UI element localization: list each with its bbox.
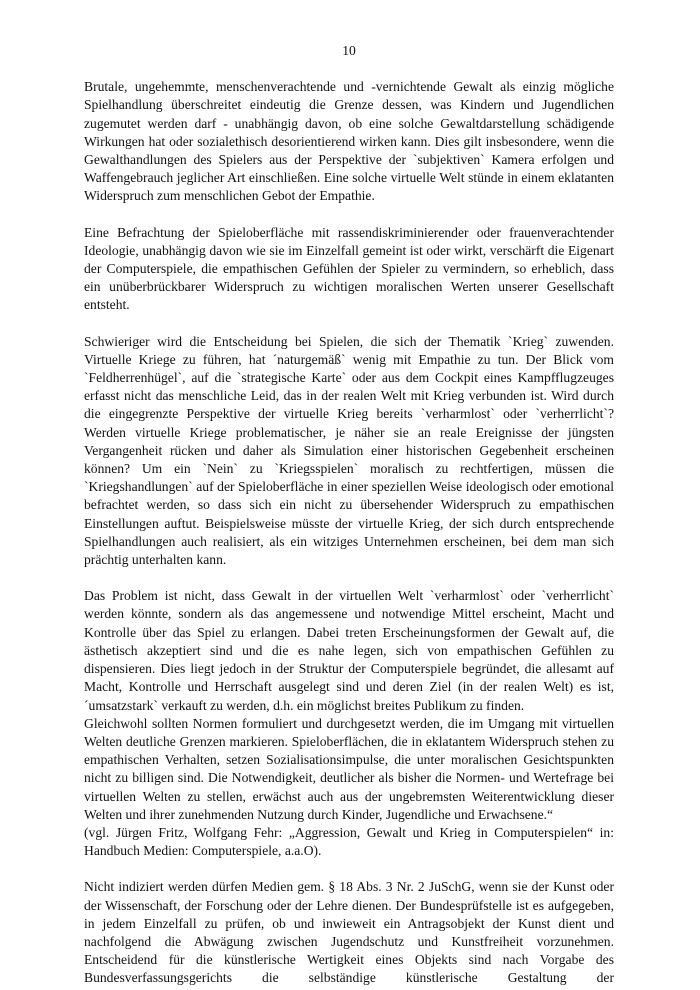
paragraph-norms: Gleichwohl sollten Normen formuliert und durchgesetzt werden, die im Umgang mit virtuellen Welten deutliche Grenzen markieren. Spieloberflächen, die in eklatantem Widerspruch stehen zu empathischen Verhalten, setzen Sozialisationsimpulse, die unter moralischen Gesichtspunkten nicht zu billigen sind. Die Notwendigkeit, deutlicher als bisher die Normen- und Wertefrage bei virtuellen Welten zu stellen, erwächst auch aus der ungebremsten Weiterentwicklung dieser Welten und ihrer zunehmenden Nutzung durch Kinder, Jugendliche und Erwachsene.“ <box>84 715 614 822</box>
page-number: 10 <box>342 43 356 58</box>
paragraph-legal-exception: Nicht indiziert werden dürfen Medien gem. § 18 Abs. 3 Nr. 2 JuSchG, wenn sie der Kunst oder der Wissenschaft, der Forschung oder der Lehre dienen. Der Bundesprüfstelle ist es aufgegeben, in jedem Einzelfall zu prüfen, ob und inwieweit ein Antragsobjekt der Kunst dient und nachfolgend die Abwägung zwischen Jugendschutz und Kunstfreiheit vorzunehmen. Entscheidend für die künstlerische Wertigkeit eines Objekts sind nach Vorgabe des Bundesverfassungsgerichts die selbständige künstlerische Gestaltung der <box>84 879 614 986</box>
paragraph-war-games: Schwieriger wird die Entscheidung bei Spielen, die sich der Thematik `Krieg` zuwenden. Virtuelle Kriege zu führen, hat ´naturgemäß` wenig mit Empathie zu tun. Der Blick vom `Feldherrenhügel`, auf die `strategische Karte` oder aus dem Cockpit eines Kampfflugzeuges erfasst nicht das menschliche Leid, das in der realen Welt mit Krieg verbunden ist. Wird durch die eingegrenzte Perspektive der virtuelle Krieg bereits `verharmlost` oder `verherrlicht`? Werden virtuelle Kriege problematischer, je näher sie an reale Ereignisse der jüngsten Vergangenheit rücken und daher als Simulation einer historischen Gegebenheit erscheinen können? Um ein `Nein` zu `Kriegsspielen` moralisch zu rechtfertigen, müssen die `Kriegshandlungen` auf der Spieloberfläche in einer speziellen Weise ideologisch oder emotional befrachtet werden, so dass sich ein nicht zu übersehender Widerspruch zu empathischen Einstellungen auftut. Beispielsweise müsste der virtuelle Krieg, der sich durch entsprechende Spielhandlungen auch realisiert, als ein witziges Unternehmen erscheinen, bei dem man sich prächtig unterhalten kann. <box>84 333 614 568</box>
citation-reference: (vgl. Jürgen Fritz, Wolfgang Fehr: „Aggression, Gewalt und Krieg in Computerspielen“ in: Handbuch Medien: Computerspiele, a.a.O). <box>84 824 614 859</box>
paragraph-problem-power: Das Problem ist nicht, dass Gewalt in der virtuellen Welt `verharmlost` oder `verherrlicht` werden könnte, sondern als das angemessene und notwendige Mittel erscheint, Macht und Kontrolle über das Spiel zu erlangen. Dabei treten Erscheinungsformen der Gewalt auf, die ästhetisch akzeptiert sind und die es nahe legen, sich von empathischen Gefühlen zu dispensieren. Dies liegt jedoch in der Struktur der Computerspiele begründet, die allesamt auf Macht, Kontrolle und Herrschaft ausgelegt sind und deren Ziel (in der realen Welt) es ist, ´umsatzstark` verkauft zu werden, d.h. ein möglichst breites Publikum zu finden. <box>84 588 614 713</box>
paragraph-ideology: Eine Befrachtung der Spieloberfläche mit rassendiskriminierender oder frauenverachtender Ideologie, unabhängig davon wie sie im Einzelfall gemeint ist oder wirkt, verschärft die Eigenart der Computerspiele, die empathischen Gefühlen der Spieler zu vermindern, so erheblich, dass ein unüberbrückbarer Widerspruch zu wichtigen moralischen Werten unserer Gesellschaft entsteht. <box>84 224 614 313</box>
paragraph-violence-empathy: Brutale, ungehemmte, menschenverachtende und -vernichtende Gewalt als einzig mögliche Spielhandlung überschreitet eindeutig die Grenze dessen, was Kindern und Jugendlichen zugemutet werden darf - unabhängig davon, ob eine solche Gewaltdarstellung schädigende Wirkungen hat oder sozialethisch desorientierend wirken kann. Dies gilt insbesondere, wenn die Gewalthandlungen des Spielers aus der Perspektive der `subjektiven` Kamera erfolgen und Waffengebrauch jeglicher Art einschließen. Eine solche virtuelle Welt stünde in einem eklatanten Widerspruch zum menschlichen Gebot der Empathie. <box>84 79 614 204</box>
